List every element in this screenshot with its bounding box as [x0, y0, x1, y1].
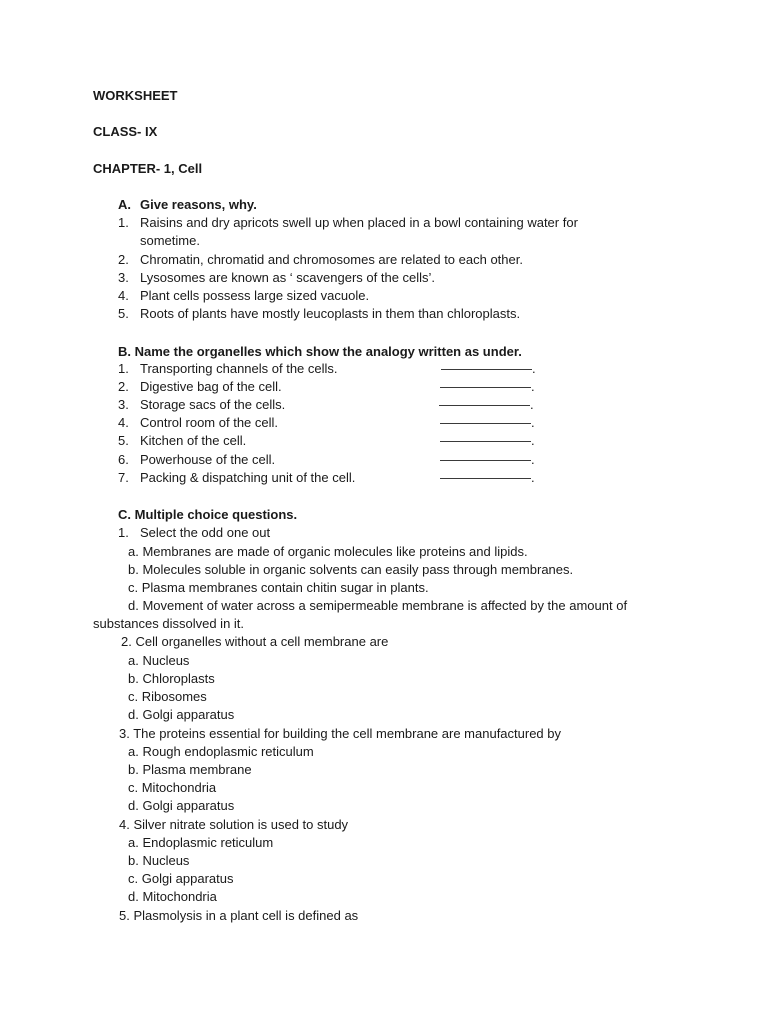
answer-blank: ———————. — [440, 379, 535, 394]
option: a. Rough endoplasmic reticulum — [128, 744, 314, 759]
section-a-item-continued: sometime. — [140, 233, 200, 248]
question-5: 5. Plasmolysis in a plant cell is defined as — [119, 908, 359, 923]
section-b-item: 5. Kitchen of the cell. — [118, 433, 247, 448]
section-a-item: 1. Raisins and dry apricots swell up when placed in a bowl containing water for — [118, 215, 578, 230]
section-a-item: 2. Chromatin, chromatid and chromosomes are related to each other. — [118, 252, 523, 267]
section-b-item: 4. Control room of the cell. — [118, 415, 279, 430]
answer-blank: ———————. — [439, 397, 534, 412]
answer-blank: ———————. — [440, 415, 535, 430]
option: a. Endoplasmic reticulum — [128, 835, 274, 850]
option: c. Golgi apparatus — [128, 871, 234, 886]
option: b. Plasma membrane — [128, 762, 252, 777]
option: d. Golgi apparatus — [128, 798, 235, 813]
option: a. Nucleus — [128, 653, 190, 668]
option-continued: substances dissolved in it. — [93, 616, 245, 631]
section-b-heading: B. Name the organelles which show the analogy written as under. — [118, 344, 522, 359]
section-a-title: Give reasons, why. — [140, 197, 257, 212]
option: d. Movement of water across a semipermeable membrane is affected by the amount of — [128, 598, 628, 613]
option: b. Nucleus — [128, 853, 190, 868]
chapter-label: CHAPTER- 1, Cell — [93, 161, 203, 176]
option: c. Mitochondria — [128, 780, 217, 795]
section-a-heading — [118, 197, 257, 212]
answer-blank: ———————. — [440, 470, 535, 485]
section-b-item: 2. Digestive bag of the cell. — [118, 379, 282, 394]
question-3: 3. The proteins essential for building the cell membrane are manufactured by — [119, 726, 562, 741]
option: c. Plasma membranes contain chitin sugar in plants. — [128, 580, 429, 595]
section-b-item: 3. Storage sacs of the cells. — [118, 397, 286, 412]
answer-blank: ———————. — [440, 452, 535, 467]
section-b-item: 6. Powerhouse of the cell. — [118, 452, 276, 467]
section-a-letter: A. — [118, 197, 131, 212]
question-1: 1. Select the odd one out — [118, 525, 271, 540]
section-b-item: 7. Packing & dispatching unit of the cell. — [118, 470, 356, 485]
option: d. Golgi apparatus — [128, 707, 235, 722]
option: b. Chloroplasts — [128, 671, 215, 686]
question-2: 2. Cell organelles without a cell membrane are — [121, 634, 389, 649]
question-4: 4. Silver nitrate solution is used to study — [119, 817, 349, 832]
option: d. Mitochondria — [128, 889, 217, 904]
option: b. Molecules soluble in organic solvents can easily pass through membranes. — [128, 562, 574, 577]
section-c-heading: C. Multiple choice questions. — [118, 507, 298, 522]
option: c. Ribosomes — [128, 689, 207, 704]
worksheet-title: WORKSHEET — [93, 88, 178, 103]
section-a-item: 4. Plant cells possess large sized vacuole. — [118, 288, 370, 303]
option: a. Membranes are made of organic molecules like proteins and lipids. — [128, 544, 528, 559]
section-b-item: 1. Transporting channels of the cells. — [118, 361, 338, 376]
answer-blank: ———————. — [441, 361, 536, 376]
section-a-item: 3. Lysosomes are known as ‘ scavengers of the cells’. — [118, 270, 436, 285]
class-label: CLASS- IX — [93, 124, 158, 139]
section-a-item: 5. Roots of plants have mostly leucoplasts in them than chloroplasts. — [118, 306, 521, 321]
answer-blank: ———————. — [440, 433, 535, 448]
